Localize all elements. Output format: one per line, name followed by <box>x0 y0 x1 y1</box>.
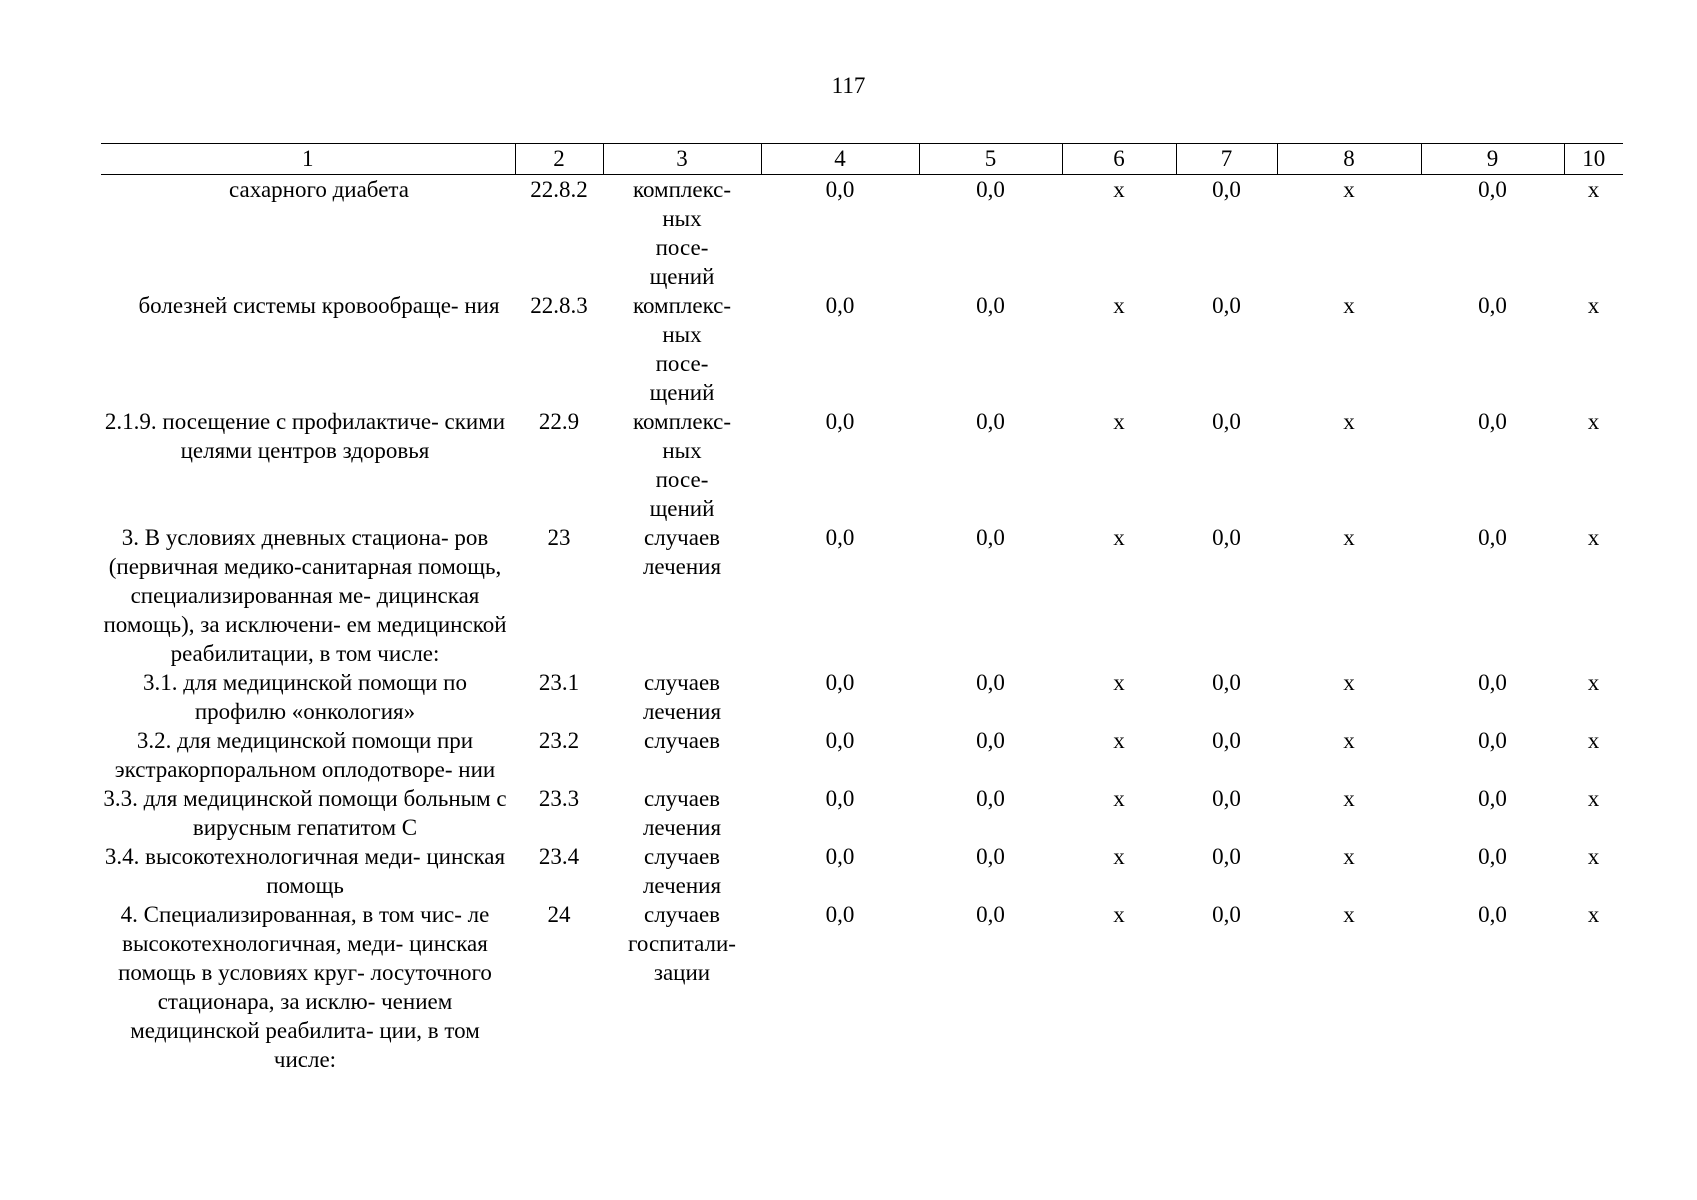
row-value-col8: х <box>1343 293 1355 318</box>
row-value-col8: х <box>1343 409 1355 434</box>
column-header: 4 <box>761 144 919 175</box>
row-value-col8: х <box>1343 177 1355 202</box>
row-value-col8: х <box>1343 844 1355 869</box>
row-value-col7: 0,0 <box>1212 728 1241 753</box>
table-row <box>101 900 1623 1074</box>
table-row <box>101 726 1623 784</box>
row-value-col9: 0,0 <box>1478 293 1507 318</box>
column-header: 5 <box>919 144 1062 175</box>
row-value-col4: 0,0 <box>825 786 855 811</box>
row-value-col7: 0,0 <box>1212 177 1241 202</box>
row-value-col5: 0,0 <box>976 786 1005 811</box>
row-value-col8: х <box>1343 786 1355 811</box>
row-unit: случаев госпитали- зации <box>628 902 736 985</box>
row-value-col6: х <box>1113 409 1125 434</box>
row-value-col10: х <box>1587 728 1600 753</box>
row-value-col10: х <box>1587 525 1600 550</box>
row-value-col6: х <box>1113 177 1125 202</box>
column-header: 1 <box>101 144 515 175</box>
table-row <box>101 291 1623 407</box>
row-code: 23.2 <box>538 728 580 753</box>
row-code: 23 <box>547 525 571 550</box>
row-name: сахарного диабета <box>229 177 409 202</box>
row-value-col6: х <box>1113 728 1125 753</box>
row-value-col8: х <box>1343 902 1355 927</box>
row-unit: случаев лечения <box>642 525 722 579</box>
row-value-col10: х <box>1587 293 1600 318</box>
row-value-col4: 0,0 <box>825 902 855 927</box>
page-number: 117 <box>831 73 866 98</box>
row-value-col7: 0,0 <box>1212 293 1241 318</box>
column-header: 10 <box>1564 144 1623 175</box>
row-value-col10: х <box>1587 902 1600 927</box>
row-code: 22.8.3 <box>530 293 588 318</box>
row-value-col6: х <box>1113 902 1125 927</box>
row-value-col6: х <box>1113 844 1125 869</box>
row-value-col5: 0,0 <box>976 525 1005 550</box>
row-value-col10: х <box>1587 177 1600 202</box>
row-value-col4: 0,0 <box>825 293 855 318</box>
row-unit: комплекс- ных посе- щений <box>632 177 732 289</box>
row-value-col10: х <box>1587 670 1600 695</box>
column-header: 6 <box>1062 144 1176 175</box>
row-value-col9: 0,0 <box>1478 844 1507 869</box>
row-value-col4: 0,0 <box>825 177 855 202</box>
row-name: 3.3. для медицинской помощи больным с вирусным гепатитом С <box>103 786 507 840</box>
row-value-col8: х <box>1343 525 1355 550</box>
row-value-col9: 0,0 <box>1478 525 1507 550</box>
table-body <box>101 175 1623 1075</box>
row-value-col5: 0,0 <box>976 902 1005 927</box>
row-name: 4. Специализированная, в том чис- ле высокотехнологичная, меди- цинская помощь в условиях круг- лосуточного стационара, за исклю- чением медицинской реабилита- ции, в том числе: <box>118 902 492 1072</box>
row-name: болезней системы кровообраще- ния <box>138 293 500 318</box>
row-value-col4: 0,0 <box>825 409 855 434</box>
row-value-col7: 0,0 <box>1212 409 1241 434</box>
row-value-col4: 0,0 <box>825 670 855 695</box>
row-code: 24 <box>547 902 571 927</box>
row-value-col6: х <box>1113 786 1125 811</box>
row-name: 2.1.9. посещение с профилактиче- скими целями центров здоровья <box>104 409 506 463</box>
table-row <box>101 407 1623 523</box>
row-name: 3.2. для медицинской помощи при экстракорпоральном оплодотворе- нии <box>114 728 496 782</box>
row-value-col9: 0,0 <box>1478 177 1507 202</box>
row-value-col4: 0,0 <box>825 525 855 550</box>
row-name: 3.4. высокотехнологичная меди- цинская помощь <box>104 844 506 898</box>
row-value-col7: 0,0 <box>1212 786 1241 811</box>
row-value-col6: х <box>1113 293 1125 318</box>
row-value-col9: 0,0 <box>1478 902 1507 927</box>
row-name: 3.1. для медицинской помощи по профилю «онкология» <box>143 670 467 724</box>
row-unit: комплекс- ных посе- щений <box>632 409 732 521</box>
data-table <box>101 143 1623 1074</box>
row-value-col9: 0,0 <box>1478 409 1507 434</box>
row-value-col7: 0,0 <box>1212 902 1241 927</box>
row-value-col5: 0,0 <box>976 177 1005 202</box>
table-row <box>101 668 1623 726</box>
column-header: 9 <box>1421 144 1564 175</box>
row-value-col4: 0,0 <box>825 844 855 869</box>
table-header-row <box>101 144 1623 175</box>
row-value-col5: 0,0 <box>976 670 1005 695</box>
row-value-col5: 0,0 <box>976 293 1005 318</box>
row-value-col9: 0,0 <box>1478 670 1507 695</box>
row-name: 3. В условиях дневных стациона- ров (первичная медико-санитарная помощь, специализированная ме- дицинская помощь), за исключени- ем медицинской реабилитации, в том числе: <box>103 525 507 666</box>
row-code: 23.3 <box>538 786 580 811</box>
row-value-col6: х <box>1113 670 1125 695</box>
row-value-col6: х <box>1113 525 1125 550</box>
row-unit: случаев лечения <box>642 670 722 724</box>
row-value-col7: 0,0 <box>1212 670 1241 695</box>
row-code: 22.9 <box>538 409 580 434</box>
column-header: 2 <box>515 144 603 175</box>
row-code: 23.1 <box>538 670 580 695</box>
row-value-col5: 0,0 <box>976 844 1005 869</box>
row-value-col7: 0,0 <box>1212 525 1241 550</box>
row-value-col9: 0,0 <box>1478 786 1507 811</box>
row-value-col10: х <box>1587 786 1600 811</box>
row-code: 22.8.2 <box>530 177 588 202</box>
row-value-col9: 0,0 <box>1478 728 1507 753</box>
row-value-col8: х <box>1343 670 1355 695</box>
row-value-col10: х <box>1587 409 1600 434</box>
table-row <box>101 784 1623 842</box>
row-unit: случаев лечения <box>642 844 722 898</box>
row-value-col8: х <box>1343 728 1355 753</box>
row-unit: случаев <box>643 728 721 753</box>
row-unit: случаев лечения <box>642 786 722 840</box>
column-header: 3 <box>603 144 761 175</box>
column-header: 7 <box>1176 144 1277 175</box>
table-row <box>101 523 1623 668</box>
row-value-col5: 0,0 <box>976 728 1005 753</box>
column-header: 8 <box>1277 144 1421 175</box>
row-unit: комплекс- ных посе- щений <box>632 293 732 405</box>
table-row <box>101 175 1623 292</box>
row-value-col5: 0,0 <box>976 409 1005 434</box>
row-value-col10: х <box>1587 844 1600 869</box>
table-row <box>101 842 1623 900</box>
row-code: 23.4 <box>538 844 580 869</box>
row-value-col7: 0,0 <box>1212 844 1241 869</box>
row-value-col4: 0,0 <box>825 728 855 753</box>
